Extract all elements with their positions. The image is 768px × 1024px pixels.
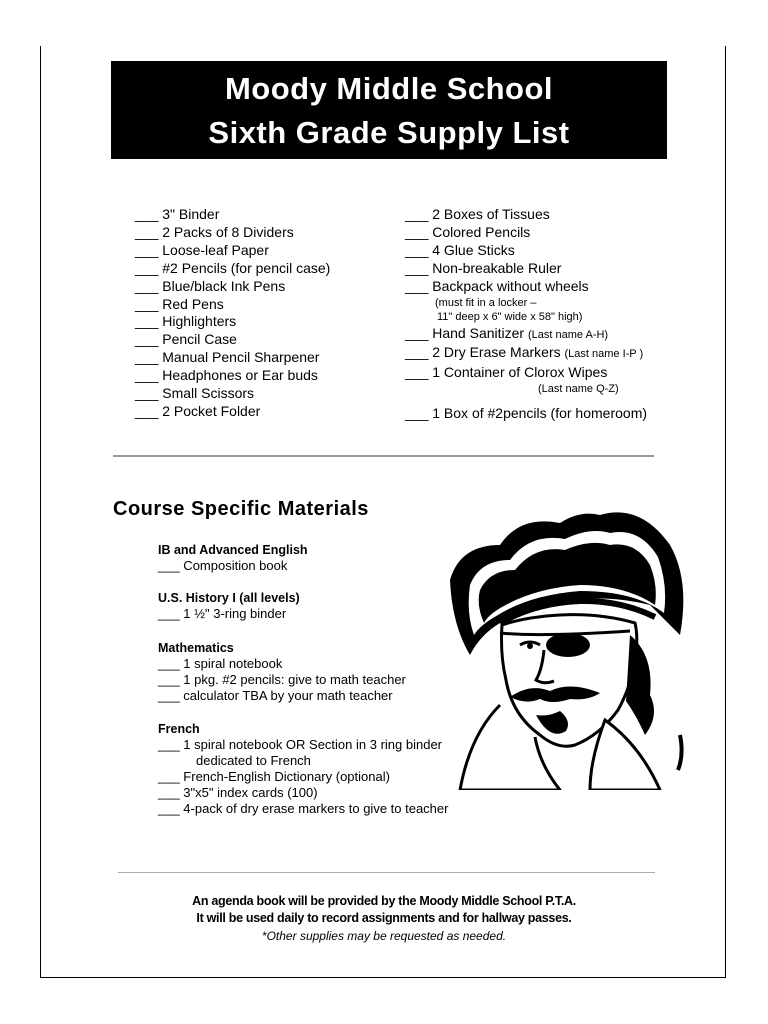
list-title: Sixth Grade Supply List <box>208 115 570 150</box>
divider <box>113 455 654 457</box>
supply-label: ___ Hand Sanitizer <box>405 324 525 341</box>
supply-label: ___ 2 Dry Erase Markers <box>405 344 561 361</box>
course-name: IB and Advanced English <box>158 543 308 557</box>
supply-item: ___ Blue/black Ink Pens <box>135 277 286 294</box>
lastname-note: (Last name Q-Z) <box>538 383 619 396</box>
course-item: ___ Composition book <box>158 558 288 573</box>
lastname-note: (Last name A-H) <box>527 328 609 341</box>
other-supplies-note: *Other supplies may be requested as needed. <box>261 929 507 943</box>
supply-item: ___ 2 Boxes of Tissues <box>405 206 550 222</box>
supply-item-homeroom: ___ 1 Box of #2pencils (for homeroom) <box>405 404 648 421</box>
course-item-cont: dedicated to French <box>196 753 311 768</box>
supply-item: ___ Small Scissors <box>135 385 255 402</box>
supply-item: ___ Backpack without wheels <box>405 277 589 294</box>
supply-item: ___ 2 Packs of 8 Dividers <box>135 223 294 240</box>
divider <box>118 872 655 873</box>
supply-item: ___ 3" Binder <box>135 206 220 222</box>
supply-item: ___ Highlighters <box>135 313 237 330</box>
course-item: ___ 1 spiral notebook OR Section in 3 ring binder <box>158 737 443 752</box>
course-item: ___ 1 spiral notebook <box>158 656 283 671</box>
course-history <box>158 590 300 622</box>
course-item: ___ 1 ½" 3-ring binder <box>158 606 287 621</box>
lastname-note: (Last name I-P ) <box>564 348 644 361</box>
course-item: ___ calculator TBA by your math teacher <box>158 688 393 703</box>
pirate-mascot-icon <box>440 505 690 790</box>
backpack-note: (must fit in a locker – <box>435 296 537 309</box>
supply-item: ___ 4 Glue Sticks <box>405 241 515 258</box>
course-item: ___ French-English Dictionary (optional) <box>158 769 390 784</box>
supply-item-sanitizer <box>405 325 647 345</box>
course-item: ___ 3"x5" index cards (100) <box>158 785 318 800</box>
supply-item: ___ Manual Pencil Sharpener <box>135 349 320 366</box>
course-item: ___ 4-pack of dry erase markers to give to teacher <box>158 801 449 816</box>
title-banner <box>111 61 667 159</box>
supply-item: ___ Colored Pencils <box>405 223 531 240</box>
course-name: French <box>158 722 200 736</box>
course-section-title: Course Specific Materials <box>113 498 369 520</box>
supply-item: ___ Red Pens <box>135 295 224 312</box>
backpack-dimensions: 11" deep x 6" wide x 58" high) <box>437 311 583 324</box>
course-math <box>158 640 406 704</box>
supply-list-right <box>405 206 647 423</box>
supply-item: ___ Non-breakable Ruler <box>405 259 562 276</box>
supply-list-left <box>135 206 330 421</box>
course-item: ___ 1 pkg. #2 pencils: give to math teacher <box>158 672 406 687</box>
agenda-note: An agenda book will be provided by the Moody Middle School P.T.A. <box>192 894 576 908</box>
course-name: U.S. History I (all levels) <box>158 591 300 605</box>
school-name: Moody Middle School <box>224 71 554 106</box>
agenda-usage-note: It will be used daily to record assignments and for hallway passes. <box>196 911 572 925</box>
supply-item-markers <box>405 344 647 364</box>
supply-item: ___ 1 Container of Clorox Wipes <box>405 364 608 381</box>
supply-item: ___ Headphones or Ear buds <box>135 367 318 384</box>
supply-item: ___ Loose-leaf Paper <box>135 241 269 258</box>
course-english <box>158 542 308 574</box>
supply-item: ___ #2 Pencils (for pencil case) <box>135 259 331 276</box>
supply-item: ___ 2 Pocket Folder <box>135 402 261 419</box>
course-name: Mathematics <box>158 641 234 655</box>
supply-item: ___ Pencil Case <box>135 331 237 348</box>
course-french <box>158 721 448 817</box>
